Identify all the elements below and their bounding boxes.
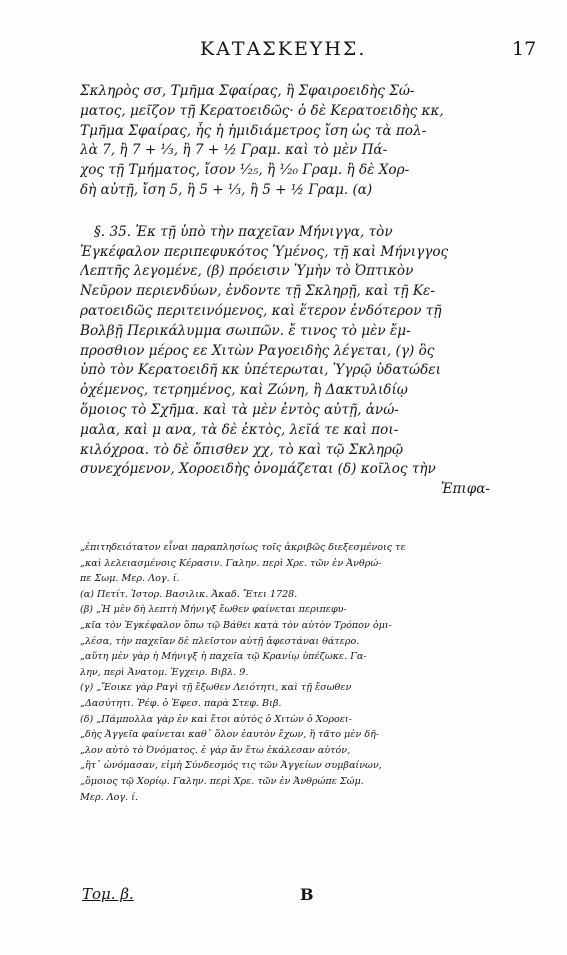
footnotes bbox=[80, 540, 490, 805]
footnote-line: „λέσα, τὴν παχεῖαν δὲ πλεῖστον αὐτῇ ἀφεστάναι θάτερο. bbox=[80, 635, 360, 647]
text-line: ματος, μεῖζον τῇ Κερατοειδῶς· ὁ δὲ Κερατοειδὴς κκ, bbox=[80, 102, 444, 119]
text-line: ὀχέμενος, τετρημένος, καὶ Ζώνη, ἢ Δακτυλιδίῳ bbox=[80, 382, 408, 399]
footnote-line: „καὶ λελειασμένοις Κέρασιν. Γαλην. περὶ Χρε. τῶν ἐν Ἀνθρώ- bbox=[80, 557, 382, 569]
text-line: μαλα, καὶ μ ανα, τὰ δὲ ἐκτὸς, λεῖά τε καὶ ποι- bbox=[80, 421, 399, 438]
footnote-line: „κῖα τὸν Ἐγκέφαλον ὅπω τῷ Βάθει κατὰ τὸν αὐτὸν Τρόπον ὁμι- bbox=[80, 619, 392, 631]
page-number: 17 bbox=[512, 38, 537, 60]
footnote-line: λην, περὶ Ἀνατομ. Ἐγχειρ. Βιβλ. 9. bbox=[80, 666, 249, 678]
footnote-line: „ἢτ᾽ ὠνόμασαν, εἰμὴ Σύνδεσμός τις τῶν Ἀγγείων συμβαίνων, bbox=[80, 760, 382, 772]
footnote-line: „λον αὐτὸ τὸ Ὀνόματος. ἐ γὰρ ἄν ἔτω ἐκάλεσαν αὐτόν, bbox=[80, 744, 351, 756]
footnote-line: „ἐπιτηδειότατον εἶναι παραπλησίως τοῖς ἀκριβῶς διεξεσμένοις τε bbox=[80, 542, 406, 553]
paragraph-gap bbox=[80, 201, 490, 223]
text-line: κιλόχροα. τὸ δὲ ὄπισθεν χχ, τὸ καὶ τῷ Σκληρῷ bbox=[80, 441, 404, 458]
text-line: χος τῇ Τμήματος, ἴσον ⅟₂₅, ἢ ⅟₂₀ Γραμ. ἢ δὲ Χορ- bbox=[80, 162, 410, 179]
text-line: Λεπτῆς λεγομένε, (β) πρόεισιν Ὑμὴν τὸ Ὀπτικὸν bbox=[80, 263, 414, 280]
text-line: ὅμοιος τὸ Σχῆμα. καὶ τὰ μὲν ἐντὸς αὐτῇ, ἀνώ- bbox=[80, 401, 399, 418]
text-line: Τμῆμα Σφαίρας, ἧς ἡ ἡμιδιάμετρος ἴση ὡς τὰ πολ- bbox=[80, 122, 427, 139]
text-line: Ἐγκέφαλον περιπεφυκότος Ὑμένος, τῇ καὶ Μήνιγγος bbox=[80, 243, 449, 260]
volume-signature: Τομ. β. bbox=[82, 885, 134, 903]
section-heading-line: §. 35. Ἐκ τῇ ὑπὸ τὴν παχεῖαν Μήνιγγα, τὸν bbox=[94, 223, 393, 240]
text-line: Νεῦρον περιενδύων, ἐνδοντε τῇ Σκληρῇ, καὶ τῇ Κε- bbox=[80, 283, 435, 300]
footnote-line: „Δασύτητι. Ῥέφ. ὁ Ἐφεσ. παρὰ Στεφ. Βιβ. bbox=[80, 697, 282, 709]
text-line: λὰ 7, ἢ 7 + ⅓, ἢ 7 + ½ Γραμ. καὶ τὸ μὲν Πά- bbox=[80, 142, 388, 159]
footnote-line: „δὴς Ἀγγεῖα φαίνεται καθ᾽ ὅλον ἑαυτὸν ἔχων, ἢ τᾶτο μὲν δῆ- bbox=[80, 729, 380, 741]
main-text bbox=[80, 82, 490, 500]
text-line: ὑπὸ τὸν Κερατοειδῆ κκ ὑπέτερωται, Ὑγρῷ ὑδατώδει bbox=[80, 362, 441, 379]
footnote-alpha: (α) Πετίτ. Ἱστορ. Βασιλικ. Ἀκαδ. Ἔτει 1728. bbox=[80, 588, 298, 600]
footnote-gamma: (γ) „Ἔοικε γὰρ Ραγὶ τῇ ἔξωθεν Λειότητι, καὶ τῇ ἔσωθεν bbox=[80, 682, 352, 694]
catchword: Ἐπιφα- bbox=[440, 481, 490, 498]
footnote-line: „ὅμοιος τῷ Χορίῳ. Γαλην. περὶ Χρε. τῶν ἐν Ἀνθρώπε Σώμ. bbox=[80, 775, 364, 787]
text-line: δὴ αὐτῇ, ἴση 5, ἢ 5 + ⅓, ἢ 5 + ½ Γραμ. (α) bbox=[80, 181, 373, 198]
footnote-line: „αὕτη μὲν γὰρ ἡ Μήνιγξ ἡ παχεῖα τῷ Κρανίῳ ὑπέζωκε. Γα- bbox=[80, 651, 367, 663]
footnote-line: πε Σωμ. Μερ. Λογ. ί. bbox=[80, 573, 180, 585]
page-footer bbox=[0, 885, 567, 915]
text-line: ρατοειδῶς περιτεινόμενος, καὶ ἕτερον ἐνδότερον τῇ bbox=[80, 302, 442, 319]
footnote-beta: (β) „Ἡ μὲν δὴ λεπτὴ Μήνιγξ ἔωθεν φαίνεται περιπεφυ- bbox=[80, 604, 347, 616]
footnote-line: Μερ. Λογ. ί. bbox=[80, 791, 139, 803]
gathering-signature: B bbox=[300, 885, 314, 904]
text-line: προσθιον μέρος εε Χιτὼν Ραγοειδὴς λέγεται, (γ) ὃς bbox=[80, 342, 435, 359]
text-line: Βολβῇ Περικάλυμμα σωιπῶν. ἔ τινος τὸ μὲν ἔμ- bbox=[80, 322, 411, 339]
text-line: συνεχόμενον, Χοροειδὴς ὀνομάζεται (δ) κοῖλος τὴν bbox=[80, 461, 436, 478]
running-title: ΚΑΤΑΣΚΕΥΗΣ. bbox=[200, 38, 367, 60]
footnote-delta: (δ) „Πάμπολλα γὰρ ἐν καὶ ἔτοι αὐτὸς ὁ Χιτὼν ὁ Χοροει- bbox=[80, 713, 352, 725]
page-header bbox=[0, 38, 567, 68]
text-line: Σκληρὸς σσ, Τμῆμα Σφαίρας, ἢ Σφαιροειδὴς Σώ- bbox=[80, 83, 415, 99]
